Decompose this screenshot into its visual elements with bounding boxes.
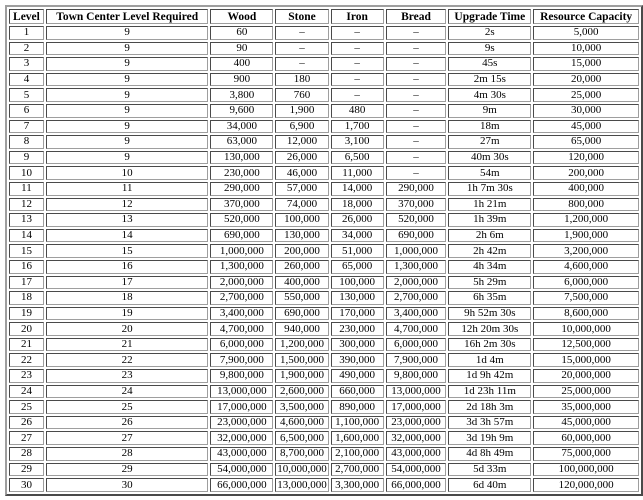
table-cell-stone: 100,000 <box>275 213 329 227</box>
table-cell-wood: 900 <box>210 73 273 87</box>
table-cell-bread: 13,000,000 <box>386 385 447 399</box>
table-cell-resource-capacity: 3,200,000 <box>533 244 639 258</box>
table-cell-bread: 32,000,000 <box>386 431 447 445</box>
table-cell-resource-capacity: 120,000,000 <box>533 478 639 492</box>
table-cell-upgrade-time: 9h 52m 30s <box>448 307 531 321</box>
table-cell-town-center-level-required: 9 <box>46 26 209 40</box>
table-cell-town-center-level-required: 9 <box>46 135 209 149</box>
table-cell-stone: 74,000 <box>275 198 329 212</box>
table-cell-stone: 57,000 <box>275 182 329 196</box>
table-cell-level: 23 <box>9 369 44 383</box>
table-cell-upgrade-time: 1d 4m <box>448 353 531 367</box>
table-cell-upgrade-time: 6d 40m <box>448 478 531 492</box>
table-cell-stone: 12,000 <box>275 135 329 149</box>
table-cell-iron: 130,000 <box>331 291 384 305</box>
table-cell-level: 18 <box>9 291 44 305</box>
table-cell-level: 2 <box>9 42 44 56</box>
table-row <box>9 182 639 196</box>
table-cell-iron: – <box>331 26 384 40</box>
table-cell-bread: 520,000 <box>386 213 447 227</box>
table-row <box>9 369 639 383</box>
table-cell-iron: 51,000 <box>331 244 384 258</box>
table-cell-bread: 290,000 <box>386 182 447 196</box>
table-cell-upgrade-time: 1d 9h 42m <box>448 369 531 383</box>
table-cell-level: 13 <box>9 213 44 227</box>
table-cell-level: 6 <box>9 104 44 118</box>
table-cell-bread: 6,000,000 <box>386 338 447 352</box>
table-cell-stone: 940,000 <box>275 322 329 336</box>
table-cell-wood: 23,000,000 <box>210 416 273 430</box>
table-cell-level: 8 <box>9 135 44 149</box>
table-row <box>9 276 639 290</box>
table-cell-resource-capacity: 6,000,000 <box>533 276 639 290</box>
column-header-town-center-level-required: Town Center Level Required <box>46 9 209 24</box>
table-cell-resource-capacity: 25,000 <box>533 88 639 102</box>
table-row <box>9 260 639 274</box>
table-cell-upgrade-time: 1h 7m 30s <box>448 182 531 196</box>
table-row <box>9 166 639 180</box>
table-cell-level: 27 <box>9 431 44 445</box>
table-cell-upgrade-time: 27m <box>448 135 531 149</box>
table-row <box>9 353 639 367</box>
table-cell-upgrade-time: 2s <box>448 26 531 40</box>
table-cell-bread: 1,000,000 <box>386 244 447 258</box>
table-cell-level: 12 <box>9 198 44 212</box>
table-cell-iron: – <box>331 57 384 71</box>
table-cell-level: 15 <box>9 244 44 258</box>
table-cell-wood: 9,600 <box>210 104 273 118</box>
table-cell-iron: 170,000 <box>331 307 384 321</box>
column-header-resource-capacity: Resource Capacity <box>533 9 639 24</box>
table-cell-town-center-level-required: 22 <box>46 353 209 367</box>
table-cell-bread: 2,000,000 <box>386 276 447 290</box>
table-cell-level: 20 <box>9 322 44 336</box>
table-cell-level: 14 <box>9 229 44 243</box>
table-cell-wood: 3,800 <box>210 88 273 102</box>
table-cell-upgrade-time: 1h 39m <box>448 213 531 227</box>
table-cell-wood: 1,000,000 <box>210 244 273 258</box>
table-cell-bread: 1,300,000 <box>386 260 447 274</box>
table-cell-wood: 290,000 <box>210 182 273 196</box>
table-row <box>9 73 639 87</box>
table-cell-resource-capacity: 60,000,000 <box>533 431 639 445</box>
table-cell-town-center-level-required: 26 <box>46 416 209 430</box>
table-cell-bread: 690,000 <box>386 229 447 243</box>
table-cell-wood: 400 <box>210 57 273 71</box>
column-header-bread: Bread <box>386 9 447 24</box>
table-cell-stone: 10,000,000 <box>277 462 327 475</box>
table-row <box>9 57 639 71</box>
table-cell-wood: 2,700,000 <box>210 291 273 305</box>
table-cell-iron: – <box>331 88 384 102</box>
table-cell-wood: 54,000,000 <box>210 463 273 477</box>
table-cell-stone: 1,500,000 <box>275 353 329 367</box>
table-row <box>9 104 639 118</box>
table-cell-bread: – <box>386 104 447 118</box>
table-cell-town-center-level-required: 9 <box>46 57 209 71</box>
table-cell-stone: 8,700,000 <box>275 447 329 461</box>
table-cell-bread: – <box>386 26 447 40</box>
table-cell-bread: 66,000,000 <box>386 478 447 492</box>
table-cell-iron: 3,100 <box>331 135 384 149</box>
table-cell-resource-capacity: 75,000,000 <box>533 447 639 461</box>
table-cell-wood: 43,000,000 <box>210 447 273 461</box>
table-cell-resource-capacity: 25,000,000 <box>533 385 639 399</box>
table-cell-iron: 390,000 <box>331 353 384 367</box>
table-cell-resource-capacity: 1,200,000 <box>533 213 639 227</box>
table-cell-resource-capacity: 800,000 <box>533 198 639 212</box>
table-cell-resource-capacity: 15,000,000 <box>533 353 639 367</box>
table-cell-upgrade-time: 5h 29m <box>448 276 531 290</box>
table-cell-iron: 2,700,000 <box>331 463 384 477</box>
table-row <box>9 463 639 477</box>
table-cell-resource-capacity: 400,000 <box>533 182 639 196</box>
table-cell-stone: 13,000,000 <box>277 478 327 491</box>
table-cell-level: 5 <box>9 88 44 102</box>
table-cell-wood: 690,000 <box>210 229 273 243</box>
table-cell-bread: – <box>386 42 447 56</box>
table-cell-upgrade-time: 6h 35m <box>448 291 531 305</box>
table-cell-bread: 54,000,000 <box>386 463 447 477</box>
table-cell-upgrade-time: 4h 34m <box>448 260 531 274</box>
table-cell-resource-capacity: 45,000 <box>533 120 639 134</box>
table-cell-level: 29 <box>9 463 44 477</box>
table-cell-upgrade-time: 18m <box>448 120 531 134</box>
table-cell-resource-capacity: 10,000 <box>533 42 639 56</box>
table-cell-town-center-level-required: 9 <box>46 73 209 87</box>
table-row <box>9 198 639 212</box>
table-cell-iron: 6,500 <box>331 151 384 165</box>
table-cell-stone: – <box>275 42 329 56</box>
table-cell-level: 24 <box>9 385 44 399</box>
table-cell-bread: 2,700,000 <box>386 291 447 305</box>
table-cell-resource-capacity: 20,000 <box>533 73 639 87</box>
table-cell-stone: 400,000 <box>275 276 329 290</box>
header-row <box>9 9 639 24</box>
table-cell-bread: 9,800,000 <box>386 369 447 383</box>
table-cell-iron: 300,000 <box>331 338 384 352</box>
table-cell-bread: – <box>386 57 447 71</box>
table-cell-upgrade-time: 2d 18h 3m <box>448 400 531 414</box>
table-cell-iron: 3,300,000 <box>331 478 384 492</box>
table-cell-upgrade-time: 1d 23h 11m <box>448 385 531 399</box>
table-row <box>9 431 639 445</box>
table-cell-resource-capacity: 120,000 <box>533 151 639 165</box>
table-cell-town-center-level-required: 9 <box>46 120 209 134</box>
table-cell-bread: 43,000,000 <box>386 447 447 461</box>
table-cell-wood: 34,000 <box>210 120 273 134</box>
table-cell-wood: 66,000,000 <box>210 478 273 492</box>
table-cell-upgrade-time: 54m <box>448 166 531 180</box>
column-header-stone: Stone <box>275 9 329 24</box>
table-cell-stone: 130,000 <box>275 229 329 243</box>
table-cell-wood: 90 <box>210 42 273 56</box>
table-cell-iron: 1,600,000 <box>331 431 384 445</box>
table-cell-wood: 7,900,000 <box>210 353 273 367</box>
table-cell-town-center-level-required: 20 <box>46 322 209 336</box>
column-header-level: Level <box>9 9 44 24</box>
table-cell-iron: 890,000 <box>331 400 384 414</box>
table-row <box>9 447 639 461</box>
table-cell-bread: 7,900,000 <box>386 353 447 367</box>
table-cell-stone: 690,000 <box>275 307 329 321</box>
table-cell-bread: – <box>386 135 447 149</box>
table-cell-upgrade-time: 16h 2m 30s <box>448 338 531 352</box>
table-cell-wood: 32,000,000 <box>210 431 273 445</box>
table-cell-stone: 760 <box>275 88 329 102</box>
table-cell-bread: – <box>386 73 447 87</box>
table-cell-resource-capacity: 65,000 <box>533 135 639 149</box>
table-cell-resource-capacity: 100,000,000 <box>533 463 639 477</box>
table-cell-iron: 1,100,000 <box>331 416 384 430</box>
table-cell-level: 3 <box>9 57 44 71</box>
table-cell-bread: – <box>386 120 447 134</box>
upgrade-table <box>5 5 643 496</box>
table-cell-stone: 46,000 <box>275 166 329 180</box>
table-row <box>9 322 639 336</box>
table-cell-wood: 4,700,000 <box>210 322 273 336</box>
table-cell-level: 7 <box>9 120 44 134</box>
table-cell-town-center-level-required: 12 <box>46 198 209 212</box>
table-row <box>9 120 639 134</box>
table-cell-iron: 230,000 <box>331 322 384 336</box>
table-cell-level: 30 <box>9 478 44 492</box>
table-cell-wood: 230,000 <box>210 166 273 180</box>
table-cell-town-center-level-required: 16 <box>46 260 209 274</box>
table-cell-town-center-level-required: 23 <box>46 369 209 383</box>
table-body <box>9 26 639 492</box>
table-row <box>9 400 639 414</box>
table-cell-level: 9 <box>9 151 44 165</box>
table-cell-town-center-level-required: 14 <box>46 229 209 243</box>
table-cell-resource-capacity: 45,000,000 <box>533 416 639 430</box>
table-cell-bread: – <box>386 166 447 180</box>
table-cell-stone: 6,900 <box>275 120 329 134</box>
table-cell-resource-capacity: 7,500,000 <box>533 291 639 305</box>
table-cell-level: 21 <box>9 338 44 352</box>
table-cell-iron: 14,000 <box>331 182 384 196</box>
table-cell-level: 10 <box>9 166 44 180</box>
table-cell-bread: – <box>386 88 447 102</box>
table-row <box>9 88 639 102</box>
table-cell-town-center-level-required: 17 <box>46 276 209 290</box>
table-cell-upgrade-time: 2h 42m <box>448 244 531 258</box>
table-cell-upgrade-time: 45s <box>448 57 531 71</box>
table-cell-resource-capacity: 200,000 <box>533 166 639 180</box>
table-cell-stone: 4,600,000 <box>275 416 329 430</box>
table-cell-town-center-level-required: 28 <box>46 447 209 461</box>
table-cell-level: 11 <box>9 182 44 196</box>
table-cell-stone: 1,900,000 <box>275 369 329 383</box>
table-cell-town-center-level-required: 19 <box>46 307 209 321</box>
table-cell-town-center-level-required: 24 <box>46 385 209 399</box>
table-row <box>9 42 639 56</box>
table-cell-town-center-level-required: 21 <box>46 338 209 352</box>
table-cell-wood: 17,000,000 <box>210 400 273 414</box>
table-cell-bread: – <box>386 151 447 165</box>
table-row <box>9 291 639 305</box>
table-cell-upgrade-time: 3d 3h 57m <box>448 416 531 430</box>
table-row <box>9 478 639 492</box>
table-row <box>9 385 639 399</box>
column-header-wood: Wood <box>210 9 273 24</box>
table-cell-level: 22 <box>9 353 44 367</box>
table-cell-stone: 550,000 <box>275 291 329 305</box>
table-cell-wood: 9,800,000 <box>210 369 273 383</box>
table-cell-stone: 200,000 <box>275 244 329 258</box>
table-row <box>9 229 639 243</box>
table-cell-town-center-level-required: 9 <box>46 104 209 118</box>
table-cell-iron: – <box>331 73 384 87</box>
table-cell-wood: 1,300,000 <box>210 260 273 274</box>
table-cell-town-center-level-required: 15 <box>46 244 209 258</box>
table-cell-iron: 34,000 <box>331 229 384 243</box>
table-cell-bread: 17,000,000 <box>386 400 447 414</box>
table-cell-resource-capacity: 20,000,000 <box>533 369 639 383</box>
table-cell-upgrade-time: 4d 8h 49m <box>448 447 531 461</box>
table-cell-upgrade-time: 1h 21m <box>448 198 531 212</box>
table-cell-town-center-level-required: 30 <box>46 478 209 492</box>
table-cell-stone: 6,500,000 <box>275 431 329 445</box>
table-cell-iron: 26,000 <box>331 213 384 227</box>
table-cell-wood: 3,400,000 <box>210 307 273 321</box>
table-cell-upgrade-time: 3d 19h 9m <box>448 431 531 445</box>
table-cell-upgrade-time: 40m 30s <box>448 151 531 165</box>
table-cell-town-center-level-required: 9 <box>46 151 209 165</box>
table-cell-wood: 520,000 <box>210 213 273 227</box>
table-cell-upgrade-time: 4m 30s <box>448 88 531 102</box>
table-cell-town-center-level-required: 9 <box>46 42 209 56</box>
table-cell-wood: 370,000 <box>210 198 273 212</box>
table-row <box>9 244 639 258</box>
table-cell-bread: 3,400,000 <box>386 307 447 321</box>
table-cell-wood: 2,000,000 <box>210 276 273 290</box>
table-head <box>9 9 639 24</box>
table-cell-iron: 490,000 <box>331 369 384 383</box>
table-cell-upgrade-time: 2m 15s <box>448 73 531 87</box>
table-cell-wood: 60 <box>210 26 273 40</box>
table-cell-level: 25 <box>9 400 44 414</box>
table-cell-resource-capacity: 15,000 <box>533 57 639 71</box>
table-cell-resource-capacity: 4,600,000 <box>533 260 639 274</box>
table-cell-resource-capacity: 1,900,000 <box>533 229 639 243</box>
table-row <box>9 338 639 352</box>
table-cell-resource-capacity: 35,000,000 <box>533 400 639 414</box>
column-header-iron: Iron <box>331 9 384 24</box>
table-cell-level: 17 <box>9 276 44 290</box>
table-cell-upgrade-time: 5d 33m <box>448 463 531 477</box>
table-cell-stone: 3,500,000 <box>275 400 329 414</box>
table-cell-iron: – <box>331 42 384 56</box>
table-cell-stone: 180 <box>275 73 329 87</box>
table-row <box>9 416 639 430</box>
table-cell-iron: 2,100,000 <box>331 447 384 461</box>
table-cell-town-center-level-required: 11 <box>46 182 209 196</box>
table-cell-bread: 370,000 <box>386 198 447 212</box>
table-cell-upgrade-time: 12h 20m 30s <box>448 322 531 336</box>
table-cell-stone: 2,600,000 <box>275 385 329 399</box>
table-cell-resource-capacity: 10,000,000 <box>533 322 639 336</box>
table-cell-bread: 4,700,000 <box>386 322 447 336</box>
table-cell-iron: 660,000 <box>331 385 384 399</box>
table-cell-resource-capacity: 30,000 <box>533 104 639 118</box>
table-cell-level: 26 <box>9 416 44 430</box>
table-cell-level: 16 <box>9 260 44 274</box>
table-cell-iron: 1,700 <box>331 120 384 134</box>
table-cell-upgrade-time: 2h 6m <box>448 229 531 243</box>
table-cell-stone: 1,900 <box>275 104 329 118</box>
table-cell-town-center-level-required: 9 <box>46 88 209 102</box>
column-header-upgrade-time: Upgrade Time <box>448 9 531 24</box>
table-cell-wood: 63,000 <box>210 135 273 149</box>
table-row <box>9 213 639 227</box>
table-cell-town-center-level-required: 18 <box>46 291 209 305</box>
table-cell-iron: 65,000 <box>331 260 384 274</box>
table-cell-level: 4 <box>9 73 44 87</box>
table-cell-town-center-level-required: 25 <box>46 400 209 414</box>
table-cell-wood: 6,000,000 <box>210 338 273 352</box>
table-cell-iron: 480 <box>331 104 384 118</box>
table-cell-town-center-level-required: 13 <box>46 213 209 227</box>
table-cell-stone: 26,000 <box>275 151 329 165</box>
table-cell-town-center-level-required: 27 <box>46 431 209 445</box>
table-cell-wood: 130,000 <box>210 151 273 165</box>
table-cell-stone: – <box>275 26 329 40</box>
table-cell-iron: 11,000 <box>331 166 384 180</box>
table-row <box>9 135 639 149</box>
table-cell-upgrade-time: 9s <box>448 42 531 56</box>
table-cell-town-center-level-required: 10 <box>46 166 209 180</box>
table-row <box>9 307 639 321</box>
table-cell-level: 1 <box>9 26 44 40</box>
table-cell-stone: – <box>275 57 329 71</box>
table-row <box>9 26 639 40</box>
table-cell-upgrade-time: 9m <box>448 104 531 118</box>
table-cell-town-center-level-required: 29 <box>46 463 209 477</box>
table-cell-resource-capacity: 12,500,000 <box>533 338 639 352</box>
table-cell-resource-capacity: 5,000 <box>533 26 639 40</box>
table-cell-bread: 23,000,000 <box>386 416 447 430</box>
table-cell-resource-capacity: 8,600,000 <box>533 307 639 321</box>
table-cell-level: 28 <box>9 447 44 461</box>
table-cell-stone: 260,000 <box>275 260 329 274</box>
table-row <box>9 151 639 165</box>
table-cell-iron: 100,000 <box>331 276 384 290</box>
table-cell-stone: 1,200,000 <box>275 338 329 352</box>
table-cell-wood: 13,000,000 <box>210 385 273 399</box>
table-cell-level: 19 <box>9 307 44 321</box>
table-cell-iron: 18,000 <box>331 198 384 212</box>
